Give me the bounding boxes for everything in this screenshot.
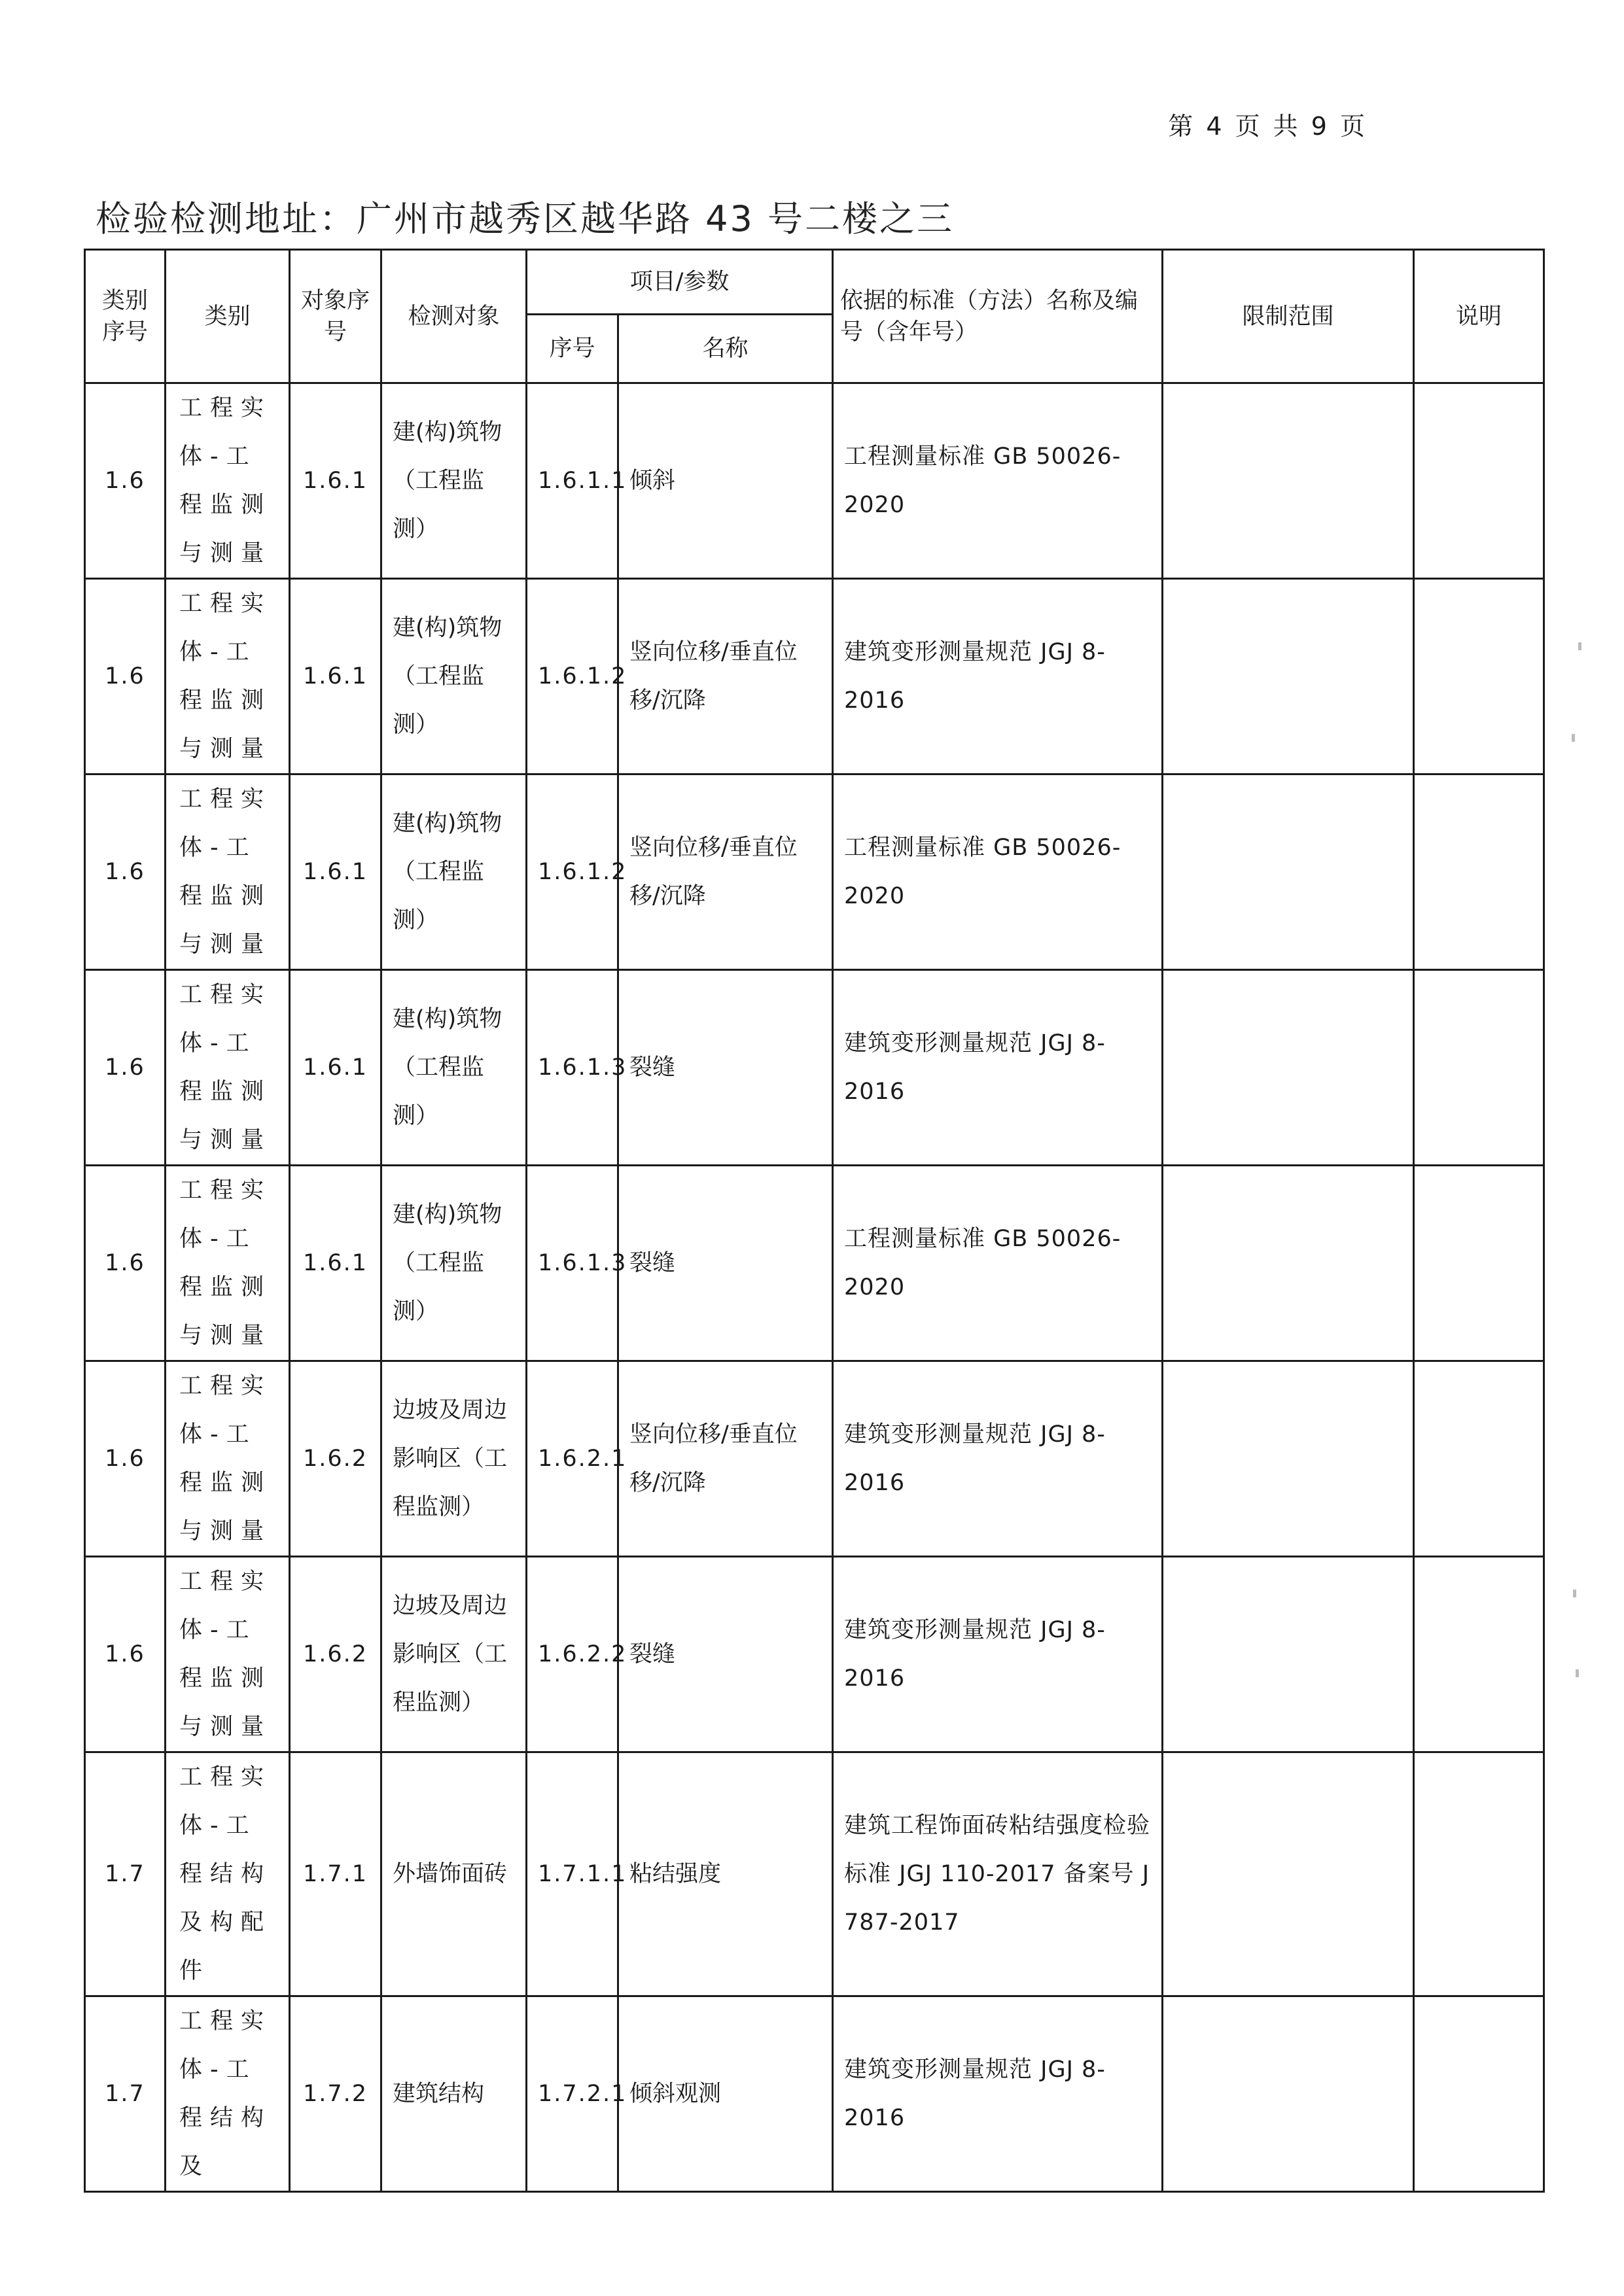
standard-cell: 工程测量标准 GB 50026-2020 xyxy=(833,774,1163,970)
limit-cell xyxy=(1163,774,1414,970)
standard-cell: 建筑变形测量规范 JGJ 8-2016 xyxy=(833,970,1163,1166)
item-no-cell: 1.6.2.2 xyxy=(527,1557,618,1752)
object-cell: 边坡及周边影响区（工程监测） xyxy=(381,1557,527,1752)
scan-speck xyxy=(1572,734,1575,742)
header-row xyxy=(85,250,1544,315)
object-cell: 建(构)筑物（工程监测） xyxy=(381,383,527,579)
limit-cell xyxy=(1163,579,1414,774)
table-row xyxy=(85,774,1544,970)
object-no-cell: 1.6.1 xyxy=(290,579,381,774)
limit-cell xyxy=(1163,1996,1414,2192)
category-no-cell: 1.6 xyxy=(85,579,166,774)
address-title: 检验检测地址：广州市越秀区越华路 43 号二楼之三 xyxy=(96,198,955,239)
item-no-cell: 1.6.2.1 xyxy=(527,1361,618,1557)
object-cell: 边坡及周边影响区（工程监测） xyxy=(381,1361,527,1557)
note-cell xyxy=(1414,1166,1544,1361)
header-category: 类别 xyxy=(166,250,290,383)
category-cell: 工程实体-工程结构及 xyxy=(166,1996,290,2192)
category-no-cell: 1.6 xyxy=(85,1361,166,1557)
table-row xyxy=(85,1166,1544,1361)
standard-cell: 工程测量标准 GB 50026-2020 xyxy=(833,383,1163,579)
object-no-cell: 1.6.1 xyxy=(290,774,381,970)
limit-cell xyxy=(1163,1166,1414,1361)
header-item-param: 项目/参数 xyxy=(527,250,833,315)
header-standard: 依据的标准（方法）名称及编号（含年号） xyxy=(833,250,1163,383)
header-limit: 限制范围 xyxy=(1163,250,1414,383)
standard-cell: 建筑变形测量规范 JGJ 8-2016 xyxy=(833,1361,1163,1557)
note-cell xyxy=(1414,1361,1544,1557)
category-no-cell: 1.6 xyxy=(85,774,166,970)
category-cell: 工程实体-工程监测与测量 xyxy=(166,774,290,970)
object-no-cell: 1.6.2 xyxy=(290,1361,381,1557)
note-cell xyxy=(1414,383,1544,579)
header-object-no: 对象序号 xyxy=(290,250,381,383)
table-row xyxy=(85,1996,1544,2192)
category-no-cell: 1.6 xyxy=(85,1557,166,1752)
item-no-cell: 1.6.1.3 xyxy=(527,1166,618,1361)
category-no-cell: 1.6 xyxy=(85,970,166,1166)
note-cell xyxy=(1414,1996,1544,2192)
standard-cell: 建筑变形测量规范 JGJ 8-2016 xyxy=(833,579,1163,774)
scan-speck xyxy=(1578,642,1581,650)
category-no-cell: 1.6 xyxy=(85,1166,166,1361)
object-no-cell: 1.6.1 xyxy=(290,970,381,1166)
object-cell: 外墙饰面砖 xyxy=(381,1752,527,1996)
object-cell: 建(构)筑物（工程监测） xyxy=(381,1166,527,1361)
item-no-cell: 1.6.1.2 xyxy=(527,774,618,970)
category-cell: 工程实体-工程监测与测量 xyxy=(166,1361,290,1557)
header-item-no: 序号 xyxy=(527,315,618,383)
item-no-cell: 1.6.1.2 xyxy=(527,579,618,774)
item-name-cell: 竖向位移/垂直位移/沉降 xyxy=(618,1361,833,1557)
table-row xyxy=(85,579,1544,774)
item-name-cell: 裂缝 xyxy=(618,1166,833,1361)
category-cell: 工程实体-工程监测与测量 xyxy=(166,1557,290,1752)
object-cell: 建(构)筑物（工程监测） xyxy=(381,579,527,774)
object-no-cell: 1.7.1 xyxy=(290,1752,381,1996)
limit-cell xyxy=(1163,1752,1414,1996)
item-name-cell: 竖向位移/垂直位移/沉降 xyxy=(618,774,833,970)
object-no-cell: 1.7.2 xyxy=(290,1996,381,2192)
note-cell xyxy=(1414,579,1544,774)
item-no-cell: 1.6.1.3 xyxy=(527,970,618,1166)
category-cell: 工程实体-工程监测与测量 xyxy=(166,383,290,579)
limit-cell xyxy=(1163,970,1414,1166)
table-row xyxy=(85,1361,1544,1557)
note-cell xyxy=(1414,1752,1544,1996)
category-no-cell: 1.6 xyxy=(85,383,166,579)
object-cell: 建(构)筑物（工程监测） xyxy=(381,774,527,970)
header-object: 检测对象 xyxy=(381,250,527,383)
object-cell: 建筑结构 xyxy=(381,1996,527,2192)
item-no-cell: 1.6.1.1 xyxy=(527,383,618,579)
header-category-no: 类别序号 xyxy=(85,250,166,383)
limit-cell xyxy=(1163,383,1414,579)
scan-speck xyxy=(1573,1590,1576,1597)
table-row xyxy=(85,1752,1544,1996)
standard-cell: 建筑变形测量规范 JGJ 8-2016 xyxy=(833,1557,1163,1752)
object-no-cell: 1.6.1 xyxy=(290,383,381,579)
limit-cell xyxy=(1163,1557,1414,1752)
table-row xyxy=(85,1557,1544,1752)
limit-cell xyxy=(1163,1361,1414,1557)
object-cell: 建(构)筑物（工程监测） xyxy=(381,970,527,1166)
scope-table xyxy=(84,249,1545,2193)
item-no-cell: 1.7.1.1 xyxy=(527,1752,618,1996)
standard-cell: 建筑工程饰面砖粘结强度检验标准 JGJ 110-2017 备案号 J 787-2017 xyxy=(833,1752,1163,1996)
item-name-cell: 倾斜 xyxy=(618,383,833,579)
header-item-name: 名称 xyxy=(618,315,833,383)
category-cell: 工程实体-工程监测与测量 xyxy=(166,579,290,774)
table-row xyxy=(85,970,1544,1166)
standard-cell: 工程测量标准 GB 50026-2020 xyxy=(833,1166,1163,1361)
scan-speck xyxy=(1576,1669,1579,1677)
note-cell xyxy=(1414,774,1544,970)
page-number: 第 4 页 共 9 页 xyxy=(1168,112,1368,141)
item-name-cell: 粘结强度 xyxy=(618,1752,833,1996)
note-cell xyxy=(1414,970,1544,1166)
note-cell xyxy=(1414,1557,1544,1752)
item-name-cell: 裂缝 xyxy=(618,970,833,1166)
item-no-cell: 1.7.2.1 xyxy=(527,1996,618,2192)
standard-cell: 建筑变形测量规范 JGJ 8-2016 xyxy=(833,1996,1163,2192)
category-no-cell: 1.7 xyxy=(85,1752,166,1996)
category-cell: 工程实体-工程结构及构配件 xyxy=(166,1752,290,1996)
table-row xyxy=(85,383,1544,579)
header-note: 说明 xyxy=(1414,250,1544,383)
item-name-cell: 倾斜观测 xyxy=(618,1996,833,2192)
category-cell: 工程实体-工程监测与测量 xyxy=(166,970,290,1166)
category-no-cell: 1.7 xyxy=(85,1996,166,2192)
object-no-cell: 1.6.2 xyxy=(290,1557,381,1752)
item-name-cell: 裂缝 xyxy=(618,1557,833,1752)
object-no-cell: 1.6.1 xyxy=(290,1166,381,1361)
item-name-cell: 竖向位移/垂直位移/沉降 xyxy=(618,579,833,774)
category-cell: 工程实体-工程监测与测量 xyxy=(166,1166,290,1361)
